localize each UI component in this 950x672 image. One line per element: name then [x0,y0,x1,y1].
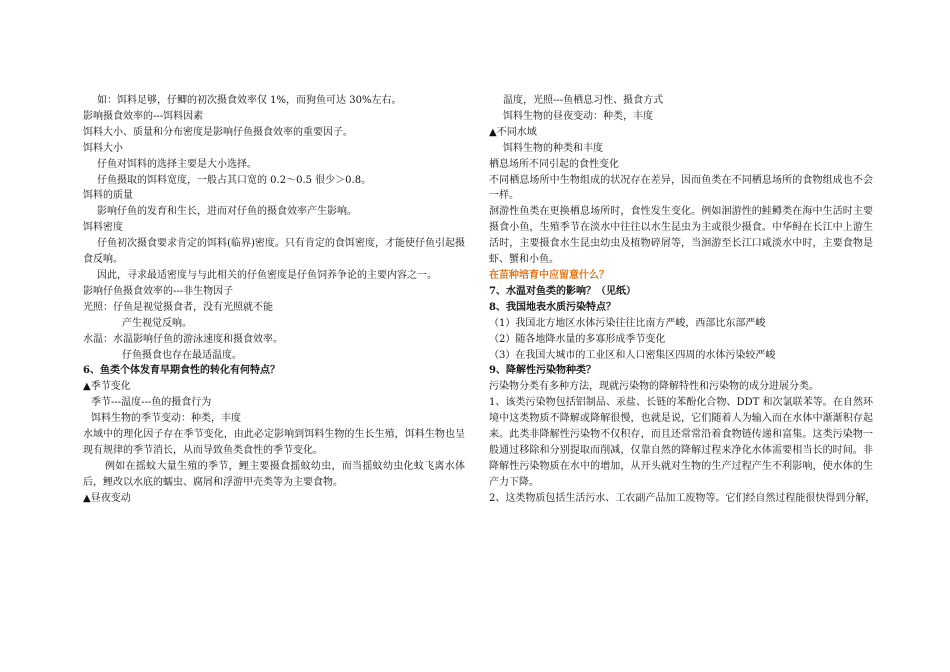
question-heading: 8、我国地表水质污染特点？ [489,301,616,313]
highlighted-question: 在苗种培育中应留意什么？ [489,269,609,281]
text-line: 影响仔鱼的发育和生长，进而对仔鱼的摄食效率产生影响。 [97,206,357,218]
paragraph: 1、该类污染物包括铝制品、汞盐、长链的苯酚化合物、DDT 和次氯联苯等。在自然环境中这类物质不降解或降解很慢，也就是说，它们随着人为输入而在水体中渐渐积存起来。此类非降解性污染物不仅积存，而且还常常沿着食物链传递和富集。这类污染物一般通过移除和分别提取而削减，仅靠自然的降解过程来净化水体需要相当长的时间。非降解性污染物质在水中的增加，从开头就对生物的生产过程产生不利影响，使水体的生产力下降。 [489,397,873,488]
list-item: （2）随各地降水量的多寡形成季节变化 [489,333,666,345]
text-line: 如：饵料足够，仔鲫的初次摄食效率仅 1%，而狗鱼可达 30%左右。 [97,95,402,106]
paragraph: 洄游性鱼类在更换栖息场所时，食性发生变化。例如洄游性的鲑鳟类在海中生活时主要摄食小鱼，生殖季节在淡水中往往以水生昆虫为主或很少摄食。中华鲟在长江中上游生活时，主要摄食水生昆虫幼虫及植物碎屑等，当洄游至长江口咸淡水中时，主要食物是虾、蟹和小鱼。 [489,206,873,266]
question-heading: 6、鱼类个体发育早期食性的转化有何特点？ [83,365,280,377]
text-line: 影响摄食效率的---饵料因素 [83,110,204,122]
section-heading: 饵料的质量 [83,190,133,202]
text-line: 季节---温度---鱼的摄食行为 [91,397,212,409]
text-line: 水温：水温影响仔鱼的游泳速度和摄食效率。 [83,333,283,345]
left-column [83,93,465,507]
list-item: （3）在我国大城市的工业区和人口密集区四周的水体污染较严峻 [489,349,776,361]
paragraph: 例如在摇蚊大量生殖的季节，鲤主要摄食摇蚊幼虫，而当摇蚊幼虫化蚊飞离水体后，鲤改以水底的蠕虫、腐屑和浮游甲壳类等为主要食物。 [83,460,465,488]
text-line: 影响仔鱼摄食效率的---非生物因子 [83,285,234,297]
text-line: 光照：仔鱼是视觉摄食者，没有光照就不能 [83,301,273,313]
text-line: 饵料生物的种类和丰度 [503,142,603,154]
text-line: 仔鱼摄食也存在最适温度。 [122,349,242,361]
text-line: 2、这类物质包括生活污水、工农副产品加工废物等。它们经自然过程能很快得到分解， [489,492,876,504]
paragraph: 仔鱼初次摄食要求肯定的饵料(临界)密度。只有肯定的食饵密度，才能使仔鱼引起摄食反响。 [83,238,465,266]
text-line: 栖息场所不同引起的食性变化 [489,158,619,170]
text-line: 仔鱼摄取的饵料宽度，一般占其口宽的 0.2～0.5 很少＞0.8。 [97,174,372,186]
bullet-heading: ▲不同水域 [489,126,537,138]
bullet-heading: ▲昼夜变动 [83,492,131,504]
section-heading: 饵料密度 [83,222,123,234]
question-heading: 9、降解性污染物种类？ [489,365,596,377]
question-heading: 7、水温对鱼类的影响？（见纸） [489,285,636,297]
paragraph: 不同栖息场所中生物组成的状况存在差异，因而鱼类在不同栖息场所的食物组成也不会一样。 [489,174,873,202]
list-item: （1）我国北方地区水体污染往往比南方严峻，西部比东部严峻 [489,317,766,329]
text-line: 因此，寻求最适密度与与此相关的仔鱼密度是仔鱼饲养争论的主要内容之一。 [97,269,437,281]
text-line: 产生视觉反响。 [122,317,192,329]
text-line: 饵料生物的季节变动：种类，丰度 [91,413,241,425]
text-line: 仔鱼对饵料的选择主要是大小选择。 [97,158,257,170]
text-line: 温度，光照---鱼栖息习性、摄食方式 [503,95,664,106]
paragraph: 水域中的理化因子存在季节变化，由此必定影响到饵料生物的生长生殖，饵料生物也呈现有规律的季节消长，从而导致鱼类食性的季节变化。 [83,429,465,456]
text-line: 饵料大小、质量和分布密度是影响仔鱼摄食效率的重要因子。 [83,126,353,138]
text-line: 饵料生物的昼夜变动：种类，丰度 [503,110,653,122]
bullet-heading: ▲季节变化 [83,381,131,393]
right-column [489,93,876,507]
section-heading: 饵料大小 [83,142,123,154]
text-line: 污染物分类有多种方法，现就污染物的降解特性和污染物的成分进展分类。 [489,381,819,393]
